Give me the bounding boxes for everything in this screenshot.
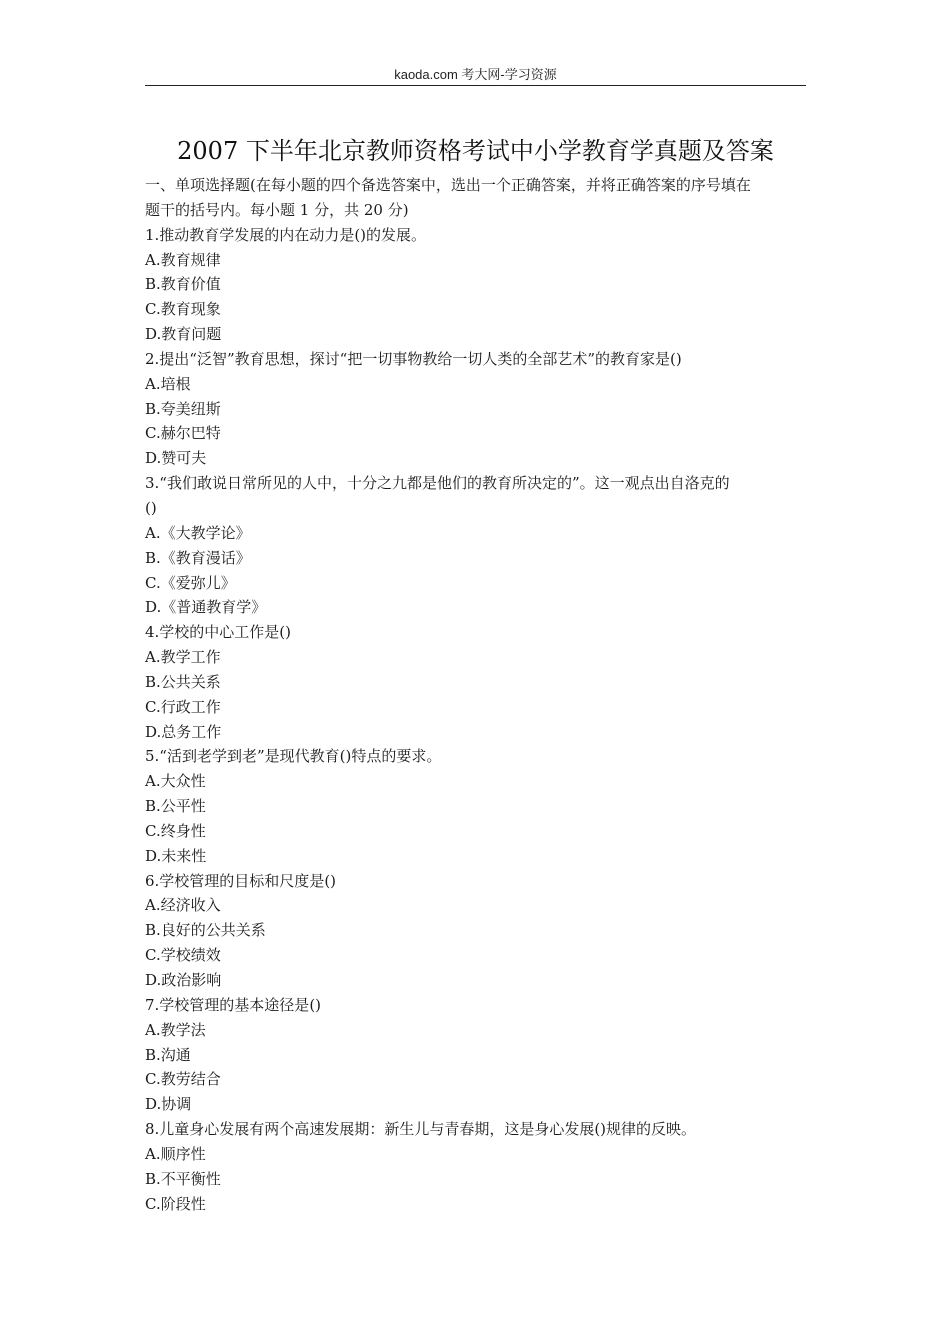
text-line: 8.儿童身心发展有两个高速发展期：新生儿与青春期，这是身心发展()规律的反映。 (145, 1120, 697, 1139)
document-body (145, 173, 806, 1216)
text-line: C.学校绩效 (145, 946, 221, 965)
text-line: B.夸美纽斯 (145, 399, 221, 418)
text-line: B.不平衡性 (145, 1169, 221, 1188)
text-line: B.《教育漫话》 (145, 548, 251, 567)
text-line: A.经济收入 (145, 896, 221, 915)
text-line: B.公平性 (145, 797, 206, 816)
text-line: 4.学校的中心工作是() (145, 623, 292, 642)
document-title: 2007 下半年北京教师资格考试中小学教育学真题及答案 (177, 137, 774, 165)
text-line: C.教育现象 (145, 300, 221, 319)
text-line: 一、单项选择题(在每小题的四个备选答案中，选出一个正确答案，并将正确答案的序号填在 (145, 176, 751, 194)
text-line: D.总务工作 (145, 722, 222, 741)
text-line: D.协调 (145, 1095, 192, 1114)
text-line: 2.提出“泛智”教育思想，探讨“把一切事物教给一切人类的全部艺术”的教育家是() (145, 349, 682, 368)
text-line: B.教育价值 (145, 275, 221, 294)
text-line: C.赫尔巴特 (145, 424, 221, 443)
header-divider (145, 85, 806, 86)
text-line: C.《爱弥儿》 (145, 573, 236, 592)
page-header: kaoda.com 考大网-学习资源 (394, 67, 557, 82)
text-line: D.未来性 (145, 846, 207, 865)
text-line: D.《普通教育学》 (145, 598, 267, 617)
text-line: A.大众性 (145, 772, 206, 791)
text-line: B.良好的公共关系 (145, 921, 266, 940)
text-line: 7.学校管理的基本途径是() (145, 995, 322, 1014)
text-line: C.行政工作 (145, 697, 221, 716)
text-line: A.教学法 (145, 1020, 206, 1039)
text-line: D.政治影响 (145, 971, 222, 989)
text-line: 1.推动教育学发展的内在动力是()的发展。 (145, 225, 427, 244)
text-line: () (145, 498, 157, 517)
text-line: 3.“我们敢说日常所见的人中，十分之九都是他们的教育所决定的”。这一观点出自洛克的 (145, 474, 730, 493)
text-line: C.阶段性 (145, 1194, 206, 1213)
text-line: C.终身性 (145, 821, 206, 840)
text-line: 题干的括号内。每小题 1 分，共 20 分) (145, 200, 409, 219)
text-line: A.教学工作 (145, 648, 221, 667)
text-line: 5.“活到老学到老”是现代教育()特点的要求。 (145, 747, 442, 766)
text-line: D.教育问题 (145, 325, 222, 344)
text-line: B.沟通 (145, 1045, 191, 1064)
text-line: D.赞可夫 (145, 449, 207, 468)
text-line: 6.学校管理的目标和尺度是() (145, 871, 337, 890)
text-line: A.培根 (145, 374, 191, 393)
text-line: A.《大教学论》 (145, 523, 251, 542)
text-line: C.教劳结合 (145, 1070, 221, 1089)
text-line: A.顺序性 (145, 1144, 206, 1163)
text-line: B.公共关系 (145, 672, 221, 691)
text-line: A.教育规律 (145, 250, 221, 269)
